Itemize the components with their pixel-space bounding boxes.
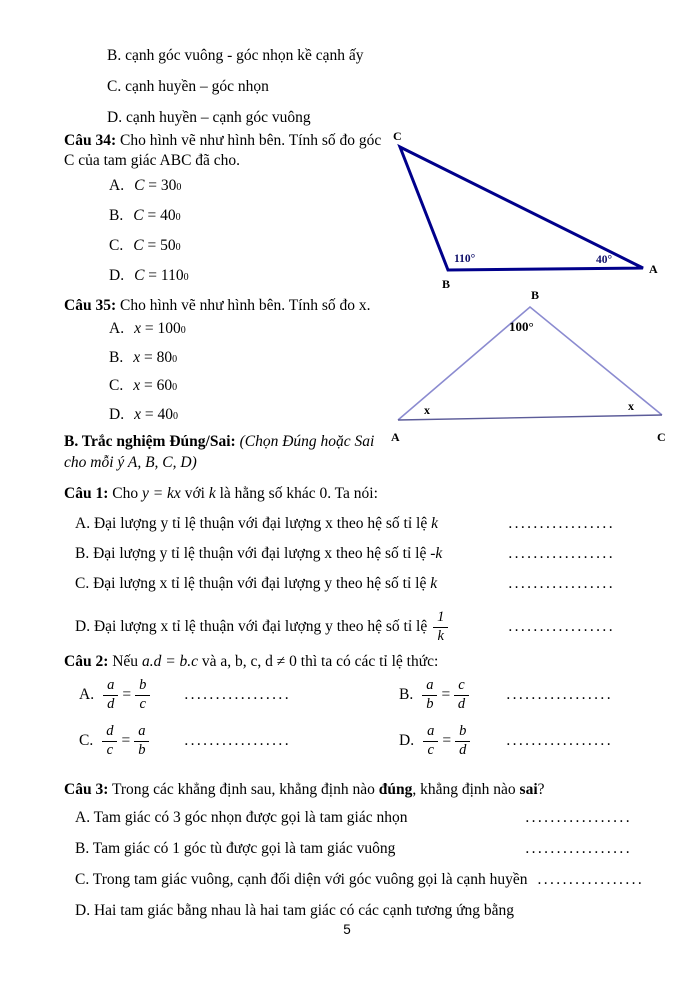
answer-blank: ................. — [506, 686, 613, 704]
answer-option: B. x = 80 0 — [109, 348, 178, 366]
text-run: B. — [109, 348, 124, 366]
fraction — [423, 724, 438, 759]
text-run: k — [430, 575, 438, 592]
vertex-label-b: B — [442, 277, 451, 291]
fraction — [134, 724, 149, 759]
proportion-option — [399, 724, 613, 759]
text-run: a — [423, 724, 438, 742]
answer-blank: ................. — [184, 732, 291, 750]
answer-blank: ................. — [508, 618, 615, 635]
text-run: 40 — [157, 405, 173, 423]
text-run: = — [143, 207, 161, 224]
text-run: C. Đại lượng x tỉ lệ thuận với đại lượng y theo hệ số tỉ lệ — [75, 575, 431, 592]
answer-option: B. cạnh góc vuông - góc nhọn kề cạnh ấy — [107, 47, 364, 64]
text-run: b — [135, 678, 150, 696]
text-run: Câu 35: — [64, 297, 117, 314]
text-run: C — [133, 237, 144, 254]
text-run: A. — [79, 686, 95, 704]
statement-text — [75, 610, 450, 645]
truefalse-item — [75, 515, 615, 545]
text-run: B. Đại lượng y tỉ lệ thuận với đại lượng x theo hệ số tỉ lệ — [75, 545, 431, 562]
text-run: C. — [109, 377, 124, 394]
text-run: b — [138, 741, 146, 758]
vertex-label-c: C — [657, 430, 666, 444]
triangle-figure-q34 — [385, 122, 685, 297]
text-run: C. — [79, 732, 94, 750]
angle-label-100: 100° — [509, 319, 534, 334]
text-run: Câu 34: — [64, 132, 117, 149]
question-3-block — [64, 780, 645, 933]
text-run: 110 — [160, 267, 184, 284]
triangle-base — [398, 415, 662, 420]
text-run: đúng — [378, 781, 413, 798]
answer-blank: ................. — [506, 732, 613, 750]
answer-blank: ................. — [537, 871, 645, 888]
answer-options-top — [107, 40, 364, 133]
text-run: D. — [109, 267, 125, 284]
text-run: Câu 1: — [64, 485, 109, 502]
text-run: k — [208, 485, 216, 502]
text-run — [399, 678, 471, 713]
angle-label-x-right: x — [628, 399, 634, 413]
proportion-option — [399, 678, 613, 713]
answer-option: A. C = 30 0 — [109, 177, 182, 194]
question-2-block — [64, 652, 644, 772]
text-run: (Chọn Đúng hoặc Sai cho mỗi ý A, B, C, D) — [64, 433, 375, 471]
fraction — [103, 678, 118, 713]
text-run: x — [133, 377, 141, 394]
angle-label-110: 110° — [454, 253, 476, 265]
text-run: d — [457, 695, 466, 712]
question-34-options — [109, 177, 189, 297]
text-run — [79, 678, 152, 713]
text-run: = — [140, 377, 157, 394]
answer-blank: ................. — [184, 686, 291, 704]
text-run: x — [133, 348, 141, 366]
statement-text — [75, 545, 442, 563]
fraction — [102, 724, 117, 759]
angle-label-x-left: x — [424, 403, 430, 417]
answer-option: A. x = 100 0 — [109, 320, 186, 337]
answer-option: C. cạnh huyền – góc nhọn — [107, 78, 269, 95]
question-1-header — [64, 484, 615, 504]
answer-blank: ................. — [525, 809, 632, 826]
text-run: d — [107, 695, 115, 712]
question-3-items — [64, 809, 645, 933]
text-run: a — [103, 678, 118, 696]
text-run: c — [139, 695, 146, 712]
answer-blank: ................. — [508, 515, 615, 532]
text-run: Cho hình vẽ như hình bên. Tính số đo góc C của tam giác ABC đã cho. — [64, 132, 382, 169]
text-run: = — [121, 732, 131, 750]
statement-text — [75, 515, 438, 533]
text-run: B. — [109, 207, 124, 224]
text-run: C. — [109, 237, 124, 254]
question-35-options — [109, 320, 186, 434]
answer-blank: ................. — [508, 575, 615, 592]
text-run: = — [442, 732, 452, 750]
fraction — [454, 678, 468, 713]
text-run: Nếu — [108, 653, 142, 670]
text-run: D. — [399, 732, 415, 750]
fraction — [135, 678, 150, 713]
text-run: 40 — [160, 207, 176, 224]
text-run: b — [455, 724, 470, 742]
answer-option: C. C = 50 0 — [109, 237, 181, 254]
text-run: A. Đại lượng y tỉ lệ thuận với đại lượng x theo hệ số tỉ lệ — [75, 515, 432, 532]
text-run: a — [422, 678, 437, 696]
text-run: B. — [399, 686, 414, 704]
text-run: C — [134, 267, 145, 284]
statement-text: C. Trong tam giác vuông, cạnh đối diện với góc vuông gọi là cạnh huyền — [75, 871, 528, 888]
vertex-label-c: C — [393, 129, 402, 143]
text-run: -k — [430, 545, 443, 562]
statement-text: B. Tam giác có 1 góc tù được gọi là tam giác vuông — [75, 840, 396, 857]
text-run: k — [431, 515, 438, 532]
text-run: sai — [519, 781, 538, 798]
text-run: = — [122, 686, 132, 704]
text-run: B. Trắc nghiệm Đúng/Sai: — [64, 433, 236, 450]
truefalse-item — [75, 545, 615, 575]
text-run: x — [134, 405, 141, 423]
vertex-label-a: A — [649, 262, 658, 276]
text-run: 60 — [156, 377, 173, 394]
text-run: = — [144, 267, 161, 284]
text-run: 1 — [433, 610, 448, 628]
vertex-label-a: A — [391, 430, 400, 444]
answer-option: D. cạnh huyền – cạnh góc vuông — [107, 109, 311, 126]
question-2-header — [64, 652, 644, 672]
truefalse-item — [75, 871, 645, 902]
question-3-header — [64, 780, 632, 800]
angle-label-40: 40° — [596, 254, 613, 266]
text-run: ? — [537, 781, 545, 798]
text-run: 100 — [157, 320, 181, 337]
text-run: 30 — [160, 177, 177, 194]
text-run: = — [143, 237, 161, 254]
triangle-figure-q35 — [378, 283, 690, 449]
answer-blank: ................. — [525, 840, 632, 857]
question-1-block — [64, 484, 615, 650]
text-run: A. — [109, 320, 125, 337]
section-b-header — [64, 431, 396, 473]
truefalse-item — [75, 605, 615, 650]
answer-blank: ................. — [508, 545, 615, 562]
fraction — [433, 610, 448, 645]
answer-option: D. x = 40 0 — [109, 405, 178, 423]
text-run: c — [106, 741, 114, 758]
text-run: D. Đại lượng x tỉ lệ thuận với đại lượng y theo hệ số tỉ lệ — [75, 618, 432, 635]
text-run: = — [441, 686, 451, 704]
fraction — [455, 724, 470, 759]
text-run: c — [427, 741, 434, 758]
statement-text: A. Tam giác có 3 góc nhọn được gọi là tam giác nhọn — [75, 809, 408, 826]
text-run: = — [144, 177, 161, 194]
text-run: y = kx — [141, 485, 181, 502]
truefalse-item — [75, 809, 632, 840]
text-run: và a, b, c, d ≠ 0 thì ta có các tỉ lệ thức: — [198, 653, 439, 670]
answer-option: D. C = 110 0 — [109, 267, 189, 284]
question-34-header — [64, 131, 392, 170]
text-run: x — [134, 320, 141, 337]
text-run: d — [459, 741, 467, 758]
text-run: D. — [109, 405, 125, 423]
text-run: Cho hình vẽ như hình bên. Tính số đo x. — [116, 297, 371, 314]
text-run: Trong các khẳng định sau, khẳng định nào — [108, 781, 379, 798]
text-run: = — [140, 405, 158, 423]
text-run: 80 — [156, 348, 173, 366]
proportion-option — [79, 724, 291, 759]
page-number: 5 — [343, 922, 351, 937]
text-run — [399, 724, 472, 759]
text-run: = — [140, 320, 158, 337]
statement-text: D. Hai tam giác bằng nhau là hai tam giác có các cạnh tương ứng bằng — [75, 902, 515, 919]
text-run — [79, 724, 151, 759]
text-run: A. — [109, 177, 125, 194]
text-run: b — [426, 695, 434, 712]
text-run: a.d = b.c — [141, 653, 199, 670]
text-run: d — [102, 724, 117, 742]
text-run: Câu 3: — [64, 781, 109, 798]
text-run: k — [437, 627, 444, 644]
text-run: với — [180, 485, 209, 502]
text-run: c — [454, 678, 468, 696]
text-run: Câu 2: — [64, 653, 109, 670]
answer-option: B. C = 40 0 — [109, 207, 181, 224]
text-run: , khẳng định nào — [412, 781, 520, 798]
text-run: C — [133, 207, 144, 224]
triangle-outline — [400, 147, 643, 270]
text-run: 50 — [160, 237, 176, 254]
text-run: a — [134, 724, 149, 742]
fraction — [422, 678, 437, 713]
truefalse-item — [75, 575, 615, 605]
text-run: = — [140, 348, 157, 366]
truefalse-item — [75, 840, 632, 871]
answer-option: C. x = 60 0 — [109, 377, 178, 394]
statement-text — [75, 575, 437, 593]
text-run: Cho — [108, 485, 142, 502]
vertex-label-b: B — [531, 288, 540, 302]
text-run: là hằng số khác 0. Ta nói: — [215, 485, 378, 502]
proportion-option — [79, 678, 291, 713]
question-1-items — [64, 515, 615, 650]
text-run: C — [134, 177, 145, 194]
